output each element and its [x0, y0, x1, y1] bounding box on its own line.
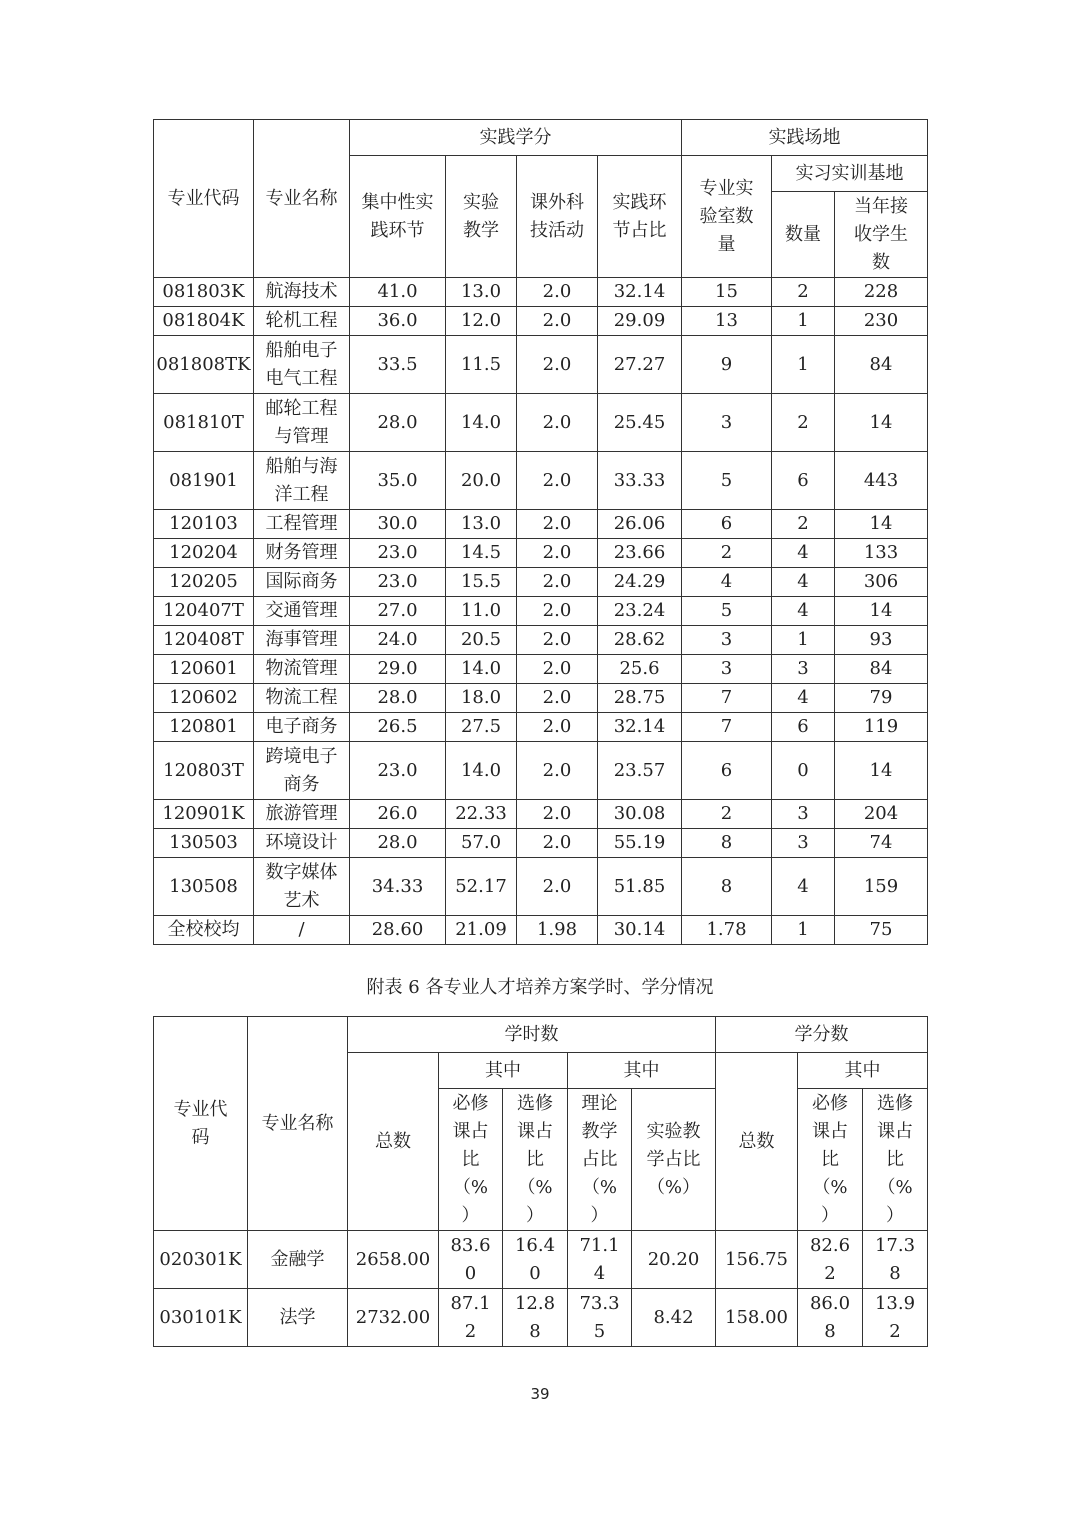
table-cell: 133 [835, 539, 928, 568]
header-name: 专业名称 [248, 1017, 348, 1231]
table-cell: 120803T [154, 742, 254, 800]
table-cell: 25.45 [598, 394, 682, 452]
table-cell: 93 [835, 626, 928, 655]
table-cell: 15 [682, 278, 772, 307]
header-elective-credits: 选修 课占 比 （% ） [863, 1089, 928, 1231]
table-cell: 国际商务 [254, 568, 350, 597]
table-cell: 2.0 [517, 858, 598, 916]
table-cell: 跨境电子 商务 [254, 742, 350, 800]
table-cell: 6 [682, 742, 772, 800]
table-cell: 86.0 8 [798, 1289, 863, 1347]
table-cell: 3 [772, 800, 835, 829]
table-cell: 32.14 [598, 713, 682, 742]
table-cell: 27.5 [446, 713, 517, 742]
table-cell: 3 [772, 655, 835, 684]
table-cell: 71.1 4 [568, 1231, 632, 1289]
header-ratio: 实践环 节占比 [598, 156, 682, 278]
table-cell: 24.29 [598, 568, 682, 597]
table-cell: 52.17 [446, 858, 517, 916]
table-row [154, 568, 928, 597]
table-cell: 2.0 [517, 684, 598, 713]
header-among-hours-2: 其中 [568, 1053, 716, 1089]
table-cell: 1 [772, 626, 835, 655]
table-cell: 84 [835, 655, 928, 684]
table-cell: 84 [835, 336, 928, 394]
table-cell: 230 [835, 307, 928, 336]
table-cell: 41.0 [350, 278, 446, 307]
table-cell: 2.0 [517, 597, 598, 626]
table-cell: 120205 [154, 568, 254, 597]
table-cell: 14 [835, 597, 928, 626]
table-cell: 14 [835, 742, 928, 800]
table-cell: 2.0 [517, 626, 598, 655]
header-base-count: 数量 [772, 192, 835, 278]
table-cell: 4 [772, 597, 835, 626]
table-cell: 8 [682, 858, 772, 916]
table-cell: 5 [682, 452, 772, 510]
header-elective-hours: 选修 课占 比 （% ） [503, 1089, 568, 1231]
table-cell: 环境设计 [254, 829, 350, 858]
table-cell: 23.0 [350, 742, 446, 800]
table-cell: 2.0 [517, 452, 598, 510]
table-cell: 2732.00 [348, 1289, 439, 1347]
table-cell: 7 [682, 713, 772, 742]
table-row [154, 597, 928, 626]
table-cell: 443 [835, 452, 928, 510]
table-cell: 16.4 0 [503, 1231, 568, 1289]
table-cell: 130508 [154, 858, 254, 916]
table-cell: 全校校均 [154, 916, 254, 945]
table-cell: 30.0 [350, 510, 446, 539]
table-cell: 83.6 0 [439, 1231, 503, 1289]
table-cell: 081901 [154, 452, 254, 510]
table-cell: 11.5 [446, 336, 517, 394]
table-cell: 1 [772, 307, 835, 336]
table-cell: 12.0 [446, 307, 517, 336]
header-lab-count: 专业实 验室数 量 [682, 156, 772, 278]
table-cell: 海事管理 [254, 626, 350, 655]
table-cell: 法学 [248, 1289, 348, 1347]
practice-table-body [154, 278, 928, 945]
table-cell: 3 [682, 394, 772, 452]
header-required-hours: 必修 课占 比 （% ） [439, 1089, 503, 1231]
table-cell: 33.33 [598, 452, 682, 510]
table-cell: 13.0 [446, 510, 517, 539]
table-cell: 14.0 [446, 742, 517, 800]
table-cell: 财务管理 [254, 539, 350, 568]
table-cell: 120601 [154, 655, 254, 684]
table-cell: 081808TK [154, 336, 254, 394]
table-cell: 26.0 [350, 800, 446, 829]
table-cell: 8 [682, 829, 772, 858]
table-cell: 35.0 [350, 452, 446, 510]
table-cell: 2.0 [517, 278, 598, 307]
table-cell: 23.0 [350, 568, 446, 597]
table-cell: 11.0 [446, 597, 517, 626]
table-cell: 2.0 [517, 713, 598, 742]
hours-credits-table [153, 1016, 928, 1347]
table-cell: 2 [682, 539, 772, 568]
table-cell: 2.0 [517, 829, 598, 858]
table-cell: 55.19 [598, 829, 682, 858]
table-cell: 030101K [154, 1289, 248, 1347]
table-cell: 工程管理 [254, 510, 350, 539]
table-cell: 82.6 2 [798, 1231, 863, 1289]
table-cell: 081803K [154, 278, 254, 307]
header-theory: 理论 教学 占比 （% ） [568, 1089, 632, 1231]
hours-table-body [154, 1231, 928, 1347]
table-cell: 18.0 [446, 684, 517, 713]
header-required-credits: 必修 课占 比 （% ） [798, 1089, 863, 1231]
table-cell: 119 [835, 713, 928, 742]
table-row [154, 336, 928, 394]
table-cell: 2.0 [517, 336, 598, 394]
table-cell: 27.0 [350, 597, 446, 626]
table-cell: 120801 [154, 713, 254, 742]
table-cell: 23.66 [598, 539, 682, 568]
table-cell: 4 [682, 568, 772, 597]
table-cell: 120602 [154, 684, 254, 713]
practice-credits-table [153, 119, 928, 945]
table-cell: 4 [772, 858, 835, 916]
header-practice-credits: 实践学分 [350, 120, 682, 156]
table-row [154, 829, 928, 858]
table-cell: 30.08 [598, 800, 682, 829]
table-cell: 120901K [154, 800, 254, 829]
table-cell: 081804K [154, 307, 254, 336]
table-cell: 73.3 5 [568, 1289, 632, 1347]
header-hours: 学时数 [348, 1017, 716, 1053]
table-cell: 邮轮工程 与管理 [254, 394, 350, 452]
table-cell: 25.6 [598, 655, 682, 684]
table-cell: 交通管理 [254, 597, 350, 626]
table-cell: 24.0 [350, 626, 446, 655]
table-cell: / [254, 916, 350, 945]
header-concentrated: 集中性实 践环节 [350, 156, 446, 278]
table-cell: 28.0 [350, 394, 446, 452]
table-cell: 29.09 [598, 307, 682, 336]
table-row [154, 539, 928, 568]
header-extracurricular: 课外科 技活动 [517, 156, 598, 278]
table-cell: 306 [835, 568, 928, 597]
table-cell: 1 [772, 916, 835, 945]
table-cell: 23.0 [350, 539, 446, 568]
table-row [154, 858, 928, 916]
table-row [154, 626, 928, 655]
table-cell: 2 [772, 510, 835, 539]
table-row [154, 452, 928, 510]
header-among-hours-1: 其中 [439, 1053, 568, 1089]
table-cell: 14.0 [446, 655, 517, 684]
table-cell: 3 [682, 655, 772, 684]
table-cell: 13 [682, 307, 772, 336]
header-name: 专业名称 [254, 120, 350, 278]
table-cell: 3 [772, 829, 835, 858]
table-cell: 物流管理 [254, 655, 350, 684]
header-experiment: 实验 教学 [446, 156, 517, 278]
table-cell: 21.09 [446, 916, 517, 945]
table-cell: 2.0 [517, 742, 598, 800]
table-cell: 2.0 [517, 394, 598, 452]
table-cell: 2 [772, 278, 835, 307]
table-cell: 6 [682, 510, 772, 539]
table-cell: 2 [682, 800, 772, 829]
table-cell: 15.5 [446, 568, 517, 597]
table-cell: 28.60 [350, 916, 446, 945]
table-cell: 6 [772, 713, 835, 742]
header-total-credits: 总数 [716, 1053, 798, 1231]
table-row [154, 800, 928, 829]
table-cell: 204 [835, 800, 928, 829]
table-cell: 51.85 [598, 858, 682, 916]
table-cell: 29.0 [350, 655, 446, 684]
table-cell: 26.06 [598, 510, 682, 539]
table-cell: 2.0 [517, 655, 598, 684]
table-cell: 2658.00 [348, 1231, 439, 1289]
table-cell: 船舶与海 洋工程 [254, 452, 350, 510]
table-cell: 14 [835, 394, 928, 452]
table-cell: 轮机工程 [254, 307, 350, 336]
table-row [154, 742, 928, 800]
table-cell: 34.33 [350, 858, 446, 916]
table-cell: 12.8 8 [503, 1289, 568, 1347]
header-code: 专业代码 [154, 120, 254, 278]
table-cell: 120204 [154, 539, 254, 568]
table-cell: 159 [835, 858, 928, 916]
table-cell: 船舶电子 电气工程 [254, 336, 350, 394]
table-row [154, 394, 928, 452]
table-cell: 2.0 [517, 568, 598, 597]
table-cell: 158.00 [716, 1289, 798, 1347]
table-cell: 2.0 [517, 800, 598, 829]
table-cell: 2.0 [517, 307, 598, 336]
table-cell: 32.14 [598, 278, 682, 307]
table-row [154, 278, 928, 307]
table-row [154, 307, 928, 336]
table-cell: 1.78 [682, 916, 772, 945]
table-cell: 79 [835, 684, 928, 713]
table-cell: 28.62 [598, 626, 682, 655]
table-cell: 4 [772, 568, 835, 597]
table-cell: 物流工程 [254, 684, 350, 713]
header-total-hours: 总数 [348, 1053, 439, 1231]
table-cell: 28.0 [350, 684, 446, 713]
table-cell: 20.20 [632, 1231, 716, 1289]
table-row [154, 916, 928, 945]
table-cell: 9 [682, 336, 772, 394]
table-cell: 5 [682, 597, 772, 626]
table-cell: 航海技术 [254, 278, 350, 307]
table-cell: 14.0 [446, 394, 517, 452]
table-cell: 电子商务 [254, 713, 350, 742]
table-cell: 120103 [154, 510, 254, 539]
table-cell: 020301K [154, 1231, 248, 1289]
header-among-credits: 其中 [798, 1053, 928, 1089]
table-cell: 数字媒体 艺术 [254, 858, 350, 916]
table-cell: 20.0 [446, 452, 517, 510]
table-cell: 0 [772, 742, 835, 800]
table-row [154, 684, 928, 713]
header-students: 当年接 收学生 数 [835, 192, 928, 278]
table-cell: 130503 [154, 829, 254, 858]
table-row [154, 713, 928, 742]
header-base: 实习实训基地 [772, 156, 928, 192]
table-cell: 14 [835, 510, 928, 539]
table-cell: 3 [682, 626, 772, 655]
table-cell: 27.27 [598, 336, 682, 394]
table-row [154, 655, 928, 684]
header-experiment: 实验教 学占比 （%） [632, 1089, 716, 1231]
table-cell: 2.0 [517, 539, 598, 568]
table-cell: 7 [682, 684, 772, 713]
table-cell: 14.5 [446, 539, 517, 568]
table-cell: 74 [835, 829, 928, 858]
table-cell: 17.3 8 [863, 1231, 928, 1289]
header-practice-sites: 实践场地 [682, 120, 928, 156]
table-cell: 57.0 [446, 829, 517, 858]
table-cell: 13.9 2 [863, 1289, 928, 1347]
table-cell: 6 [772, 452, 835, 510]
page-number: 39 [530, 1385, 550, 1403]
table-cell: 26.5 [350, 713, 446, 742]
table-cell: 75 [835, 916, 928, 945]
table-cell: 28.75 [598, 684, 682, 713]
table-cell: 金融学 [248, 1231, 348, 1289]
table-cell: 30.14 [598, 916, 682, 945]
table-caption: 附表 6 各专业人才培养方案学时、学分情况 [366, 977, 714, 998]
table-cell: 4 [772, 539, 835, 568]
table-cell: 2 [772, 394, 835, 452]
table-cell: 33.5 [350, 336, 446, 394]
table-cell: 28.0 [350, 829, 446, 858]
header-code: 专业代 码 [154, 1017, 248, 1231]
table-cell: 36.0 [350, 307, 446, 336]
table-cell: 20.5 [446, 626, 517, 655]
table-cell: 120408T [154, 626, 254, 655]
header-credits: 学分数 [716, 1017, 928, 1053]
table-cell: 23.24 [598, 597, 682, 626]
table-cell: 22.33 [446, 800, 517, 829]
table-cell: 8.42 [632, 1289, 716, 1347]
table-row [154, 1231, 928, 1289]
table-cell: 1.98 [517, 916, 598, 945]
table-row [154, 510, 928, 539]
table-row [154, 1289, 928, 1347]
table-cell: 87.1 2 [439, 1289, 503, 1347]
table-cell: 228 [835, 278, 928, 307]
table-cell: 23.57 [598, 742, 682, 800]
table-cell: 4 [772, 684, 835, 713]
table-cell: 2.0 [517, 510, 598, 539]
table-cell: 旅游管理 [254, 800, 350, 829]
table-cell: 1 [772, 336, 835, 394]
table-cell: 13.0 [446, 278, 517, 307]
table-cell: 156.75 [716, 1231, 798, 1289]
table-cell: 120407T [154, 597, 254, 626]
table-cell: 081810T [154, 394, 254, 452]
